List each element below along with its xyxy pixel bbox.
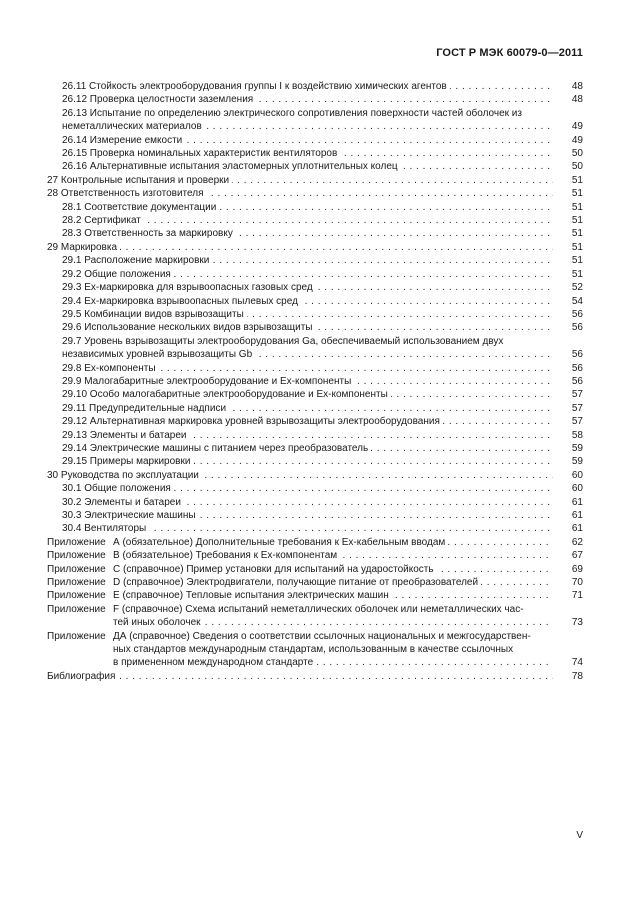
toc-entry[interactable] [47,388,583,401]
toc-page-number: 51 [553,201,583,214]
toc-entry[interactable] [47,455,583,468]
appendix-entry[interactable] [47,576,583,589]
toc-page-number: 57 [553,388,583,401]
toc-entry-continued[interactable] [47,348,583,361]
toc-entry[interactable] [47,147,583,160]
toc-entry-title: 29.6 Использование нескольких видов взрывозащиты [62,322,315,333]
toc-page-number: 73 [553,616,583,629]
toc-entry[interactable] [47,496,583,509]
document-id-header: ГОСТ Р МЭК 60079-0—2011 [436,47,583,59]
toc-page-number: 56 [553,348,583,361]
toc-entry-title: 26.12 Проверка целостности заземления [62,94,256,105]
appendix-title: в примененном международном стандарте [113,657,316,668]
toc-page-number: 59 [553,442,583,455]
toc-page-number: 51 [553,227,583,240]
toc-entry[interactable] [47,522,583,535]
appendix-entry[interactable] [47,589,583,602]
appendix-title: В (обязательное) Требования к Ex-компонентам [113,550,340,561]
toc-entry[interactable] [47,254,583,267]
toc-entry-title: 30.2 Элементы и батареи [62,497,184,508]
toc-entry-title: 26.11 Стойкость электрооборудования группы I к воздействию химических агентов [62,81,450,92]
appendix-title: D (справочное) Электродвигатели, получающие питание от преобразователей [113,577,481,588]
toc-entry-title: 29.10 Особо малогабаритные электрооборудование и Ex-компоненты [62,389,391,400]
toc-page-number: 71 [553,589,583,602]
toc-entry[interactable] [47,107,583,120]
toc-entry-title: Библиография [47,671,118,682]
toc-entry-title: 29.2 Общие положения [62,269,174,280]
toc-entry[interactable] [47,429,583,442]
toc-entry[interactable] [47,362,583,375]
toc-entry[interactable] [47,187,583,200]
appendix-label: Приложение [47,536,106,548]
toc-entry[interactable] [47,335,583,348]
toc-entry-title: 29.15 Примеры маркировки [62,456,193,467]
toc-entry[interactable] [47,134,583,147]
toc-entry-title: 29.1 Расположение маркировки [62,255,212,266]
toc-entry[interactable] [47,469,583,482]
appendix-label: Приложение [47,550,106,562]
toc-entry-title: 26.15 Проверка номинальных характеристик вентиляторов [62,148,340,159]
appendix-entry[interactable] [47,563,583,576]
toc-entry-title: 30 Руководства по эксплуатации [47,470,202,481]
toc-entry-continued[interactable] [47,120,583,133]
appendix-title: ДА (справочное) Сведения о соответствии ссылочных национальных и межгосударствен- [113,631,534,642]
toc-entry-title: 30.3 Электрические машины [62,510,199,521]
toc-entry[interactable] [47,281,583,294]
toc-page-number: 56 [553,321,583,334]
toc-page-number: 74 [553,656,583,669]
toc-entry-title: 29.13 Элементы и батареи [62,430,190,441]
toc-entry-title: 30.4 Вентиляторы [62,523,149,534]
toc-entry[interactable] [47,482,583,495]
toc-entry[interactable] [47,415,583,428]
toc-entry-title: 26.14 Измерение емкости [62,135,185,146]
toc-page-number: 52 [553,281,583,294]
toc-page-number: 57 [553,402,583,415]
toc-page-number: 60 [553,469,583,482]
toc-page-number: 50 [553,160,583,173]
toc-entry[interactable] [47,402,583,415]
appendix-entry[interactable] [47,603,583,630]
toc-page-number: 78 [553,670,583,683]
toc-page-number: 61 [553,496,583,509]
toc-entry-title: 29.12 Альтернативная маркировка уровней взрывозащиты электрооборудования [62,416,443,427]
toc-entry[interactable] [47,80,583,93]
toc-entry[interactable] [47,321,583,334]
toc-page-number: 51 [553,268,583,281]
toc-entry[interactable] [47,375,583,388]
appendix-label: Приложение [47,563,106,575]
toc-page-number: 60 [553,482,583,495]
toc-entry[interactable] [47,160,583,173]
appendix-entry[interactable] [47,536,583,549]
toc-entry-title: 29.5 Комбинации видов взрывозащиты [62,309,247,320]
toc-entry-title: 26.13 Испытание по определению электрического сопротивления поверхности частей оболочек из [62,108,525,119]
toc-entry-title: 29.8 Ex-компоненты [62,363,159,374]
toc-entry-title: 28.3 Ответственность за маркировку [62,228,236,239]
toc-page-number: 49 [553,120,583,133]
page-number: V [576,830,583,841]
toc-page-number: 56 [553,362,583,375]
appendix-title: тей иных оболочек [113,617,204,628]
appendix-label: Приложение [47,577,106,589]
toc-entry-title: 28.2 Сертификат [62,215,144,226]
appendix-label: Приложение [47,630,106,642]
toc-page-number: 58 [553,429,583,442]
toc-entry[interactable] [47,93,583,106]
appendix-title: С (справочное) Пример установки для испытаний на ударостойкость [113,564,437,575]
toc-entry[interactable] [47,227,583,240]
toc-page-number: 48 [553,80,583,93]
toc-entry-title: 29.9 Малогабаритные электрооборудование и Ex-компоненты [62,376,354,387]
toc-entry-title: 29.14 Электрические машины с питанием через преобразователь [62,443,371,454]
toc-page-number: 50 [553,147,583,160]
appendix-title: А (обязательное) Дополнительные требования к Ex-кабельным вводам [113,537,448,548]
toc-page-number: 62 [553,536,583,549]
toc-entry[interactable] [47,308,583,321]
toc-page-number: 67 [553,549,583,562]
toc-entry-title: независимых уровней взрывозащиты Gb [62,349,255,360]
toc-entry-title: 30.1 Общие положения [62,483,174,494]
toc-entry-title: 29.4 Ex-маркировка взрывоопасных пылевых сред [62,296,301,307]
toc-entry[interactable] [47,442,583,455]
toc-page-number: 49 [553,134,583,147]
toc-entry[interactable] [47,509,583,522]
toc-entry-title: 29.3 Ex-маркировка для взрывоопасных газовых сред [62,282,316,293]
toc-entry[interactable] [47,201,583,214]
appendix-entry[interactable] [47,630,583,670]
toc-entry-title: 29.11 Предупредительные надписи [62,403,229,414]
appendix-title: ных стандартов международным стандартам, использованным в качестве ссылочных [113,644,516,655]
toc-page-number: 56 [553,308,583,321]
toc-entry-title: 28.1 Соответствие документации [62,202,219,213]
toc-entry-title: 29.7 Уровень взрывозащиты электрооборудования Ga, обеспечиваемый использованием двух [62,336,506,347]
appendix-label: Приложение [47,590,106,602]
toc-page-number: 59 [553,455,583,468]
toc-entry-bibliography[interactable] [47,670,583,683]
table-of-contents [47,80,583,683]
toc-page-number: 61 [553,509,583,522]
toc-page-number: 57 [553,415,583,428]
toc-entry-title: неметаллических материалов [62,121,205,132]
toc-page-number: 51 [553,214,583,227]
toc-page-number: 51 [553,174,583,187]
toc-page-number: 69 [553,563,583,576]
toc-page-number: 51 [553,254,583,267]
toc-page-number: 51 [553,187,583,200]
toc-page-number: 56 [553,375,583,388]
toc-entry-title: 28 Ответственность изготовителя [47,188,207,199]
toc-page-number: 48 [553,93,583,106]
appendix-label: Приложение [47,603,106,615]
toc-entry[interactable] [47,174,583,187]
toc-entry[interactable] [47,268,583,281]
toc-page-number: 51 [553,241,583,254]
toc-page-number: 54 [553,295,583,308]
toc-entry[interactable] [47,241,583,254]
toc-entry-title: 27 Контрольные испытания и проверки [47,175,232,186]
appendix-title: F (справочное) Схема испытаний неметаллических оболочек или неметаллических час- [113,604,527,615]
toc-entry-title: 26.16 Альтернативные испытания эластомерных уплотнительных колец [62,161,401,172]
toc-entry[interactable] [47,214,583,227]
toc-entry[interactable] [47,295,583,308]
appendix-entry[interactable] [47,549,583,562]
toc-page-number: 61 [553,522,583,535]
toc-page-number: 70 [553,576,583,589]
toc-entry-title: 29 Маркировка [47,242,120,253]
appendix-title: Е (справочное) Тепловые испытания электрических машин [113,590,392,601]
